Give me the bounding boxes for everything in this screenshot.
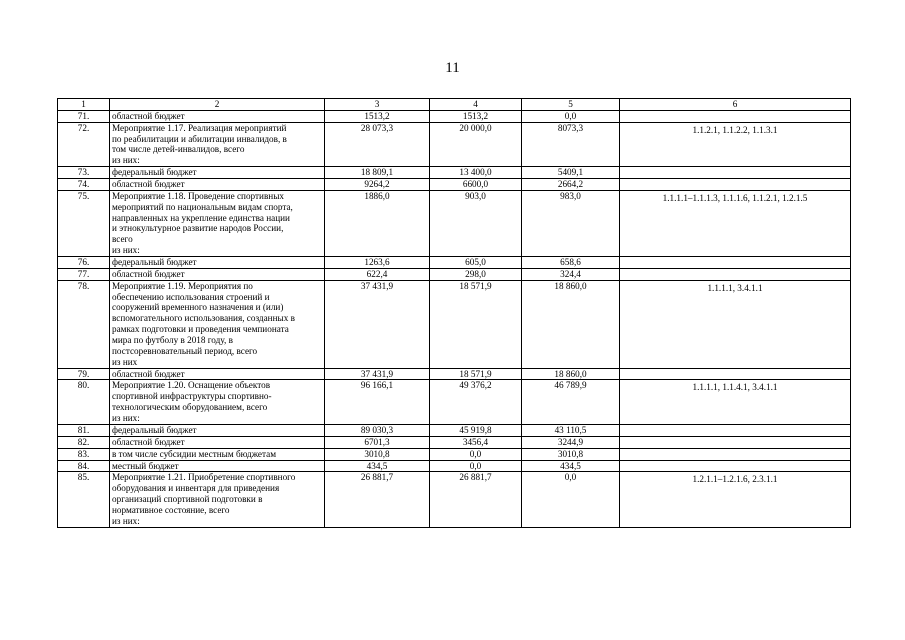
description-line: из них: [112,155,140,166]
value-col4-cell: 298,0 [430,268,522,280]
table-row [58,380,851,424]
description-line: нормативное состояние, всего [112,504,230,515]
description-line: и этнокультурное развитие народов России, [112,223,284,234]
header-cell: 4 [430,99,522,111]
value-col3-cell: 3010,8 [325,448,430,460]
value-col5-cell: 8073,3 [522,122,620,166]
value-col3-cell: 26 881,7 [325,472,430,527]
reference-cell [620,436,851,448]
row-number-cell: 82. [58,436,110,448]
description-line: в том числе субсидии местным бюджетам [112,448,277,459]
budget-table [57,98,851,528]
description-cell [110,179,325,191]
header-cell: 6 [620,99,851,111]
description-line: областной бюджет [112,368,185,379]
value-col5-cell: 18 860,0 [522,368,620,380]
description-line: рамках подготовки и проведения чемпионата [112,324,289,335]
description-line: вспомогательного использования, созданных в [112,313,295,324]
description-line: Мероприятие 1.18. Проведение спортивных [112,190,284,201]
description-cell [110,268,325,280]
description-cell [110,167,325,179]
value-col4-cell: 49 376,2 [430,380,522,424]
row-number-cell: 71. [58,110,110,122]
value-col3-cell: 18 809,1 [325,167,430,179]
value-col5-cell: 2664,2 [522,179,620,191]
table-header-row [58,99,851,111]
value-col3-cell: 434,5 [325,460,430,472]
table-row [58,190,851,256]
reference-cell: 1.2.1.1–1.2.1.6, 2.3.1.1 [620,472,851,527]
reference-cell [620,110,851,122]
header-cell: 3 [325,99,430,111]
row-number-cell: 76. [58,257,110,269]
description-line: организаций спортивной подготовки в [112,494,263,505]
table-row [58,122,851,166]
description-line: федеральный бюджет [112,424,197,435]
description-line: областной бюджет [112,179,185,190]
row-number-cell: 84. [58,460,110,472]
description-line: оборудования и инвентаря для приведения [112,483,280,494]
value-col5-cell: 0,0 [522,472,620,527]
description-cell [110,257,325,269]
description-line: постсоревновательный период, всего [112,345,258,356]
value-col5-cell: 3244,9 [522,436,620,448]
header-cell: 1 [58,99,110,111]
table-row [58,436,851,448]
row-number-cell: 83. [58,448,110,460]
description-line: том числе детей-инвалидов, всего [112,144,245,155]
description-line: мероприятий по национальным видам спорта, [112,201,293,212]
row-number-cell: 74. [58,179,110,191]
description-line: всего [112,234,133,245]
value-col3-cell: 1513,2 [325,110,430,122]
description-cell [110,436,325,448]
value-col4-cell: 3456,4 [430,436,522,448]
value-col3-cell: 37 431,9 [325,280,430,368]
description-line: областной бюджет [112,436,185,447]
value-col3-cell: 6701,3 [325,436,430,448]
reference-cell [620,368,851,380]
reference-cell [620,460,851,472]
row-number-cell: 79. [58,368,110,380]
description-cell [110,380,325,424]
value-col4-cell: 1513,2 [430,110,522,122]
value-col4-cell: 18 571,9 [430,368,522,380]
reference-cell [620,257,851,269]
table-row [58,268,851,280]
description-line: из них: [112,245,140,256]
value-col3-cell: 1263,6 [325,257,430,269]
table-row [58,179,851,191]
description-cell [110,110,325,122]
row-number-cell: 72. [58,122,110,166]
description-line: Мероприятие 1.20. Оснащение объектов [112,380,271,391]
value-col5-cell: 983,0 [522,190,620,256]
row-number-cell: 81. [58,424,110,436]
reference-cell: 1.1.1.1–1.1.1.3, 1.1.1.6, 1.1.2.1, 1.2.1.5 [620,190,851,256]
description-line: мира по футболу в 2018 году, в [112,335,233,346]
table-row [58,110,851,122]
value-col5-cell: 46 789,9 [522,380,620,424]
reference-cell: 1.1.1.1, 3.4.1.1 [620,280,851,368]
reference-cell: 1.1.2.1, 1.1.2.2, 1.1.3.1 [620,122,851,166]
description-line: Мероприятие 1.19. Мероприятия по [112,280,253,291]
description-line: обеспечению использования строений и [112,291,270,302]
table-row [58,368,851,380]
value-col4-cell: 0,0 [430,460,522,472]
page-number: 11 [445,60,460,76]
value-col5-cell: 3010,8 [522,448,620,460]
row-number-cell: 78. [58,280,110,368]
row-number-cell: 75. [58,190,110,256]
description-line: местный бюджет [112,460,179,471]
reference-cell [620,179,851,191]
value-col3-cell: 37 431,9 [325,368,430,380]
value-col3-cell: 89 030,3 [325,424,430,436]
value-col4-cell: 18 571,9 [430,280,522,368]
value-col5-cell: 5409,1 [522,167,620,179]
description-line: областной бюджет [112,268,185,279]
table-row [58,167,851,179]
description-line: из них: [112,515,140,526]
description-line: федеральный бюджет [112,257,197,268]
table-row [58,280,851,368]
description-cell [110,448,325,460]
value-col3-cell: 96 166,1 [325,380,430,424]
description-line: федеральный бюджет [112,167,197,178]
description-line: Мероприятие 1.21. Приобретение спортивного [112,472,296,483]
value-col3-cell: 1886,0 [325,190,430,256]
table-row [58,448,851,460]
table-row [58,424,851,436]
description-line: из них: [112,413,140,424]
value-col3-cell: 9264,2 [325,179,430,191]
description-cell [110,424,325,436]
value-col4-cell: 605,0 [430,257,522,269]
value-col5-cell: 0,0 [522,110,620,122]
value-col4-cell: 13 400,0 [430,167,522,179]
value-col5-cell: 434,5 [522,460,620,472]
reference-cell [620,424,851,436]
description-line: областной бюджет [112,110,185,121]
value-col4-cell: 903,0 [430,190,522,256]
description-line: технологическим оборудованием, всего [112,402,268,413]
table-row [58,257,851,269]
reference-cell: 1.1.1.1, 1.1.4.1, 3.4.1.1 [620,380,851,424]
description-cell [110,280,325,368]
description-line: из них [112,356,138,367]
row-number-cell: 77. [58,268,110,280]
description-line: направленных на укрепление единства нации [112,212,290,223]
value-col4-cell: 26 881,7 [430,472,522,527]
value-col3-cell: 28 073,3 [325,122,430,166]
value-col4-cell: 20 000,0 [430,122,522,166]
reference-cell [620,448,851,460]
value-col5-cell: 43 110,5 [522,424,620,436]
reference-cell [620,167,851,179]
description-line: Мероприятие 1.17. Реализация мероприятий [112,122,287,133]
row-number-cell: 80. [58,380,110,424]
value-col4-cell: 6600,0 [430,179,522,191]
row-number-cell: 85. [58,472,110,527]
table-row [58,472,851,527]
row-number-cell: 73. [58,167,110,179]
value-col5-cell: 18 860,0 [522,280,620,368]
header-cell: 2 [110,99,325,111]
description-cell [110,460,325,472]
value-col3-cell: 622,4 [325,268,430,280]
description-line: по реабилитации и абилитации инвалидов, в [112,133,287,144]
description-cell [110,472,325,527]
value-col4-cell: 45 919,8 [430,424,522,436]
description-cell [110,368,325,380]
description-line: спортивной инфраструктуры спортивно- [112,391,272,402]
value-col5-cell: 324,4 [522,268,620,280]
description-line: сооружений временного назначения и (или) [112,302,284,313]
value-col5-cell: 658,6 [522,257,620,269]
value-col4-cell: 0,0 [430,448,522,460]
description-cell [110,190,325,256]
table-row [58,460,851,472]
description-cell [110,122,325,166]
header-cell: 5 [522,99,620,111]
reference-cell [620,268,851,280]
